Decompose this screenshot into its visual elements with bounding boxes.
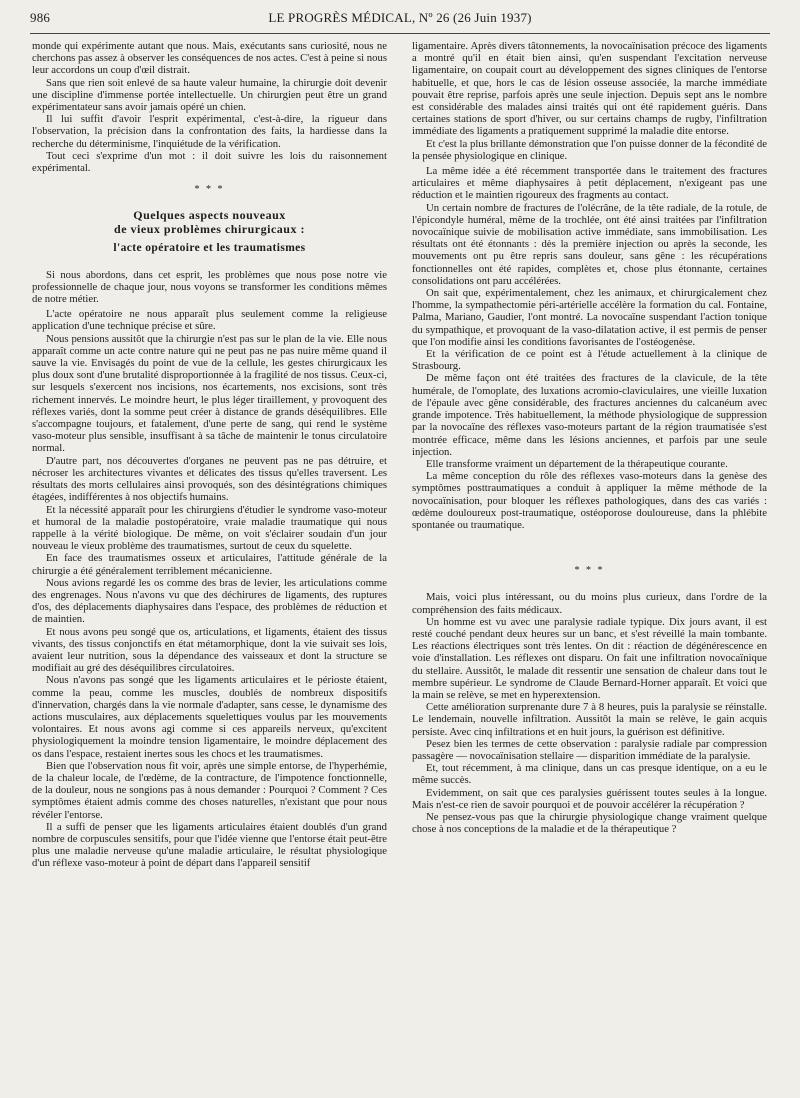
paragraph: L'acte opératoire ne nous apparaît plus seulement comme la religieuse application d'une technique précise et sûre. <box>32 308 387 333</box>
paragraph: monde qui expérimente autant que nous. Mais, exécutants sans curiosité, nous ne cherchons pas assez à observer les conséquences de nos actes. C'est à peine si nous leur accordons un coup d'œil distrait. <box>32 40 387 77</box>
header-rule <box>30 33 770 34</box>
journal-title: LE PROGRÈS MÉDICAL, Nº 26 (26 Juin 1937) <box>268 10 532 25</box>
paragraph: Elle transforme vraiment un département de la thérapeutique courante. <box>426 457 728 470</box>
paragraph: Un homme est vu avec une paralysie radiale typique. Dix jours avant, il est resté couché pendant deux heures sur un banc, et s'est réveillé la main tombante. Les réactions électriques sont très lentes. On dit : réaction de dégénérescence en voie d'installation. Les réflexes ont disparu. On fait une infiltration novocaïnique du stellaire. Aussitôt, le malade dit ressentir une sensation de chaleur dans tout le membre supérieur. Le syndrome de Claude Bernard-Horner apparaît. Et voici que la main se relève, se met en hyperextension. <box>412 615 767 701</box>
paragraph: Nous avions regardé les os comme des bras de levier, les articulations comme des engrenages. Nous n'avons vu que des déchirures de ligaments, des ruptures d'os, des déplacements diaphysaires dans l'espace, des problèmes de réduction et de maintien. <box>32 576 387 626</box>
paragraph: Et la nécessité apparaît pour les chirurgiens d'étudier le syndrome vaso-moteur et humoral de la maladie postopératoire, vraie maladie traumatique qui nous rappelle à la vérité biologique. De même, on voit s'éclairer soudain d'un jour nouveau le vieux problème des traumatismes, surtout de ceux du squelette. <box>32 503 387 553</box>
paragraph: Et c'est la plus brillante démonstration que l'on puisse donner de la fécondité de la pensée physiologique en clinique. <box>412 137 767 162</box>
right-column <box>412 40 767 835</box>
paragraph: De même façon ont été traitées des fractures de la clavicule, de la tête humérale, de l'omoplate, des luxations acromio-claviculaires, une vieille luxation de l'épaule avec gêne considérable, des fractures anciennes du calcanéum avec grande impotence. Très habituellement, la méthode physiologique de suppression par la novocaïne des réflexes vaso-moteurs partant de la région traumatisée s'est montrée efficace, même dans les lésions anciennes, et parfois par une seule injection. <box>412 372 767 458</box>
paragraph: Et nous avons peu songé que os, articulations, et ligaments, étaient des tissus vivants, des tissus conjonctifs en état métamorphique, dont la vie suivait ses lois, avaient leur nutrition, sous la dépendance des vaisseaux et dont la structure se modifiait au gré des déséquilibres circulatoires. <box>32 625 387 675</box>
paragraph: ligamentaire. Après divers tâtonnements, la novocaïnisation précoce des ligaments a montré qu'il en était bien ainsi, qu'en suspendant l'excitation nerveuse ligamentaire, on coupait court au développement des signes cliniques de l'entorse habituelle, et que, hors le cas de lésion osseuse associée, la marche immédiate pouvait être reprise, parfois après une seule injection. Depuis sept ans le nombre est considérable des malades ainsi traités qui ont été rapidement guéris. Dans certaines stations de sport d'hiver, ou sur certains champs de rugby, l'infiltration immédiate des ligaments a pratiquement supprimé la maladie dite entorse. <box>412 40 767 138</box>
paragraph: Bien que l'observation nous fit voir, après une simple entorse, de l'hyperhémie, de la chaleur locale, de l'œdème, de la contracture, de l'impotence fonctionnelle, de la douleur, nous ne songions pas à nous demander : Pourquoi ? Comment ? Ces symptômes étaient admis comme des choses naturelles, n'existant que pour nous révéler l'entorse. <box>32 759 387 821</box>
left-column <box>32 40 387 870</box>
paragraph: Si nous abordons, dans cet esprit, les problèmes que nous pose notre vie professionnelle de chaque jour, nous voyons se transformer les conditions mêmes de notre métier. <box>32 268 387 306</box>
running-header <box>30 10 770 32</box>
paragraph: Un certain nombre de fractures de l'olécrâne, de la tête radiale, de la rotule, de l'épicondyle huméral, même de la trochlée, ont été ainsi traitées par l'infiltration novocaïnique suivie de mobilisation active immédiate, sans immobilisation. Les résultats ont été étonnants : dès la première injection ou après la seconde, les mouvements ont pu être repris sans douleur, sans gêne : les récupérations fonctionnelles ont été rapides, complètes et, chose plus étonnante, certaines consolidations ont paru accélérées. <box>412 201 767 287</box>
paragraph: Il lui suffit d'avoir l'esprit expérimental, c'est-à-dire, la rigueur dans l'observation, la précision dans la confrontation des faits, la hardiesse dans la recherche du déterminisme, l'inquiétude de la vérification. <box>32 113 387 150</box>
paragraph: Il a suffi de penser que les ligaments articulaires étaient doublés d'un grand nombre de corpuscules sensitifs, pour que l'idée vienne que l'entorse était peut-être plus une maladie nerveuse qu'une maladie articulaire, le résultat physiologique d'un réflexe vaso-moteur à point de départ dans l'appareil sensitif <box>32 820 387 870</box>
paragraph: Nous n'avons pas songé que les ligaments articulaires et le périoste étaient, comme la peau, comme les muscles, doublés de nombreux dispositifs d'innervation, chargés dans la vie normale d'adapter, sans cesse, le dynamisme des actions musculaires, aux déplacements squelettiques voulus par les mouvements volontaires. Et nous avons agi comme si ces appareils nerveux, qu'excitent physiologiquement la moindre tension ligamentaire, le moindre déplacement des os dans l'espace, restaient inertes sous les chocs et les traumatismes. <box>32 674 387 760</box>
paragraph: Et, tout récemment, à ma clinique, dans un cas presque identique, on a eu le même succès. <box>412 762 767 787</box>
section-separator: * * * <box>194 184 225 196</box>
paragraph: On sait que, expérimentalement, chez les animaux, et chirurgicalement chez l'homme, la sympathectomie péri-artérielle accélère la formation du cal. Fontaine, Palma, Mariano, Gaudier, l'ont montré. La novocaïne suspendant l'action tonique du sympathique, et provoquant de la vaso-dilatation active, il est permis de penser que l'on modifie ainsi les conditions favorisantes de l'ostéogenèse. <box>412 287 767 348</box>
paragraph: Evidemment, on sait que ces paralysies guérissent toutes seules à la longue. Mais n'est-ce rien de savoir pourquoi et de pouvoir accélérer la récupération ? <box>412 786 767 811</box>
paragraph: La même idée a été récemment transportée dans le traitement des fractures articulaires et même diaphysaires à petit déplacement, n'exigeant pas une réduction et le maintien rigoureux des fragments au contact. <box>412 165 767 202</box>
page-number: 986 <box>30 10 51 25</box>
paragraph: La même conception du rôle des réflexes vaso-moteurs dans la genèse des symptômes posttraumatiques a conduit à appliquer la même méthode de la novocaïnisation, pour bloquer les réflexes pathologiques, dans des cas variés : œdème douloureux post-traumatique, ostéoporose douloureuse, dans la phlébite spontanée ou traumatique. <box>412 470 767 531</box>
paragraph: Mais, voici plus intéressant, ou du moins plus curieux, dans l'ordre de la compréhension des faits médicaux. <box>412 591 767 616</box>
paragraph: Ne pensez-vous pas que la chirurgie physiologique change vraiment quelque chose à nos conceptions de la maladie et de la thérapeutique ? <box>412 810 767 836</box>
section-heading: Quelques aspects nouveaux <box>133 208 286 223</box>
section-heading: de vieux problèmes chirurgicaux : <box>114 222 305 237</box>
section-separator: * * * <box>574 565 605 577</box>
paragraph: En face des traumatismes osseux et articulaires, l'attitude générale de la chirurgie a été généralement terriblement mécanicienne. <box>32 552 387 577</box>
paragraph: D'autre part, nos découvertes d'organes ne peuvent pas ne pas détruire, et nécroser les architectures vivantes et délicates des tissus qu'elles traversent. Les résultats des morts cellulaires ainsi provoqués, son des désintégrations chimiques étagées, indifférentes à nos objectifs humains. <box>32 454 387 504</box>
section-subheading: l'acte opératoire et les traumatismes <box>113 242 306 255</box>
paragraph: Tout ceci s'exprime d'un mot : il doit suivre les lois du raisonnement expérimental. <box>32 149 387 175</box>
paragraph: Sans que rien soit enlevé de sa haute valeur humaine, la chirurgie doit devenir une discipline d'immense portée intellectuelle. Un chirurgien peut être un grand expérimentateur sans avoir jamais opéré un chien. <box>32 76 387 114</box>
paragraph: Cette amélioration surprenante dure 7 à 8 heures, puis la paralysie se réinstalle. Le lendemain, nouvelle infiltration. Aussitôt la main se relève, le gain acquis persiste. Avec cinq infiltrations et en huit jours, la guérison est définitive. <box>412 701 767 738</box>
paragraph: Et la vérification de ce point est à l'étude actuellement à la clinique de Strasbourg. <box>412 348 767 373</box>
paragraph: Pesez bien les termes de cette observation : paralysie radiale par compression passagère — novocaïnisation stellaire — disparition immédiate de la paralysie. <box>412 737 767 762</box>
paragraph: Nous pensions aussitôt que la chirurgie n'est pas sur le plan de la vie. Elle nous apparaît comme un acte contre nature qui ne peut pas ne pas nuire même quand il sauve la vie. Envisagés du point de vue de la cellule, les gestes chirurgicaux les plus doux sont d'une brutalité disproportionnée à la fragilité de nos tissus. Ceux-ci, sur lesquels s'exercent nos incisions, nos écartements, nos excisions, sont très richement innervés. Le moindre heurt, le plus léger tiraillement, y provoquent des réflexes variés, dont la somme peut créer à distance de grands déséquilibres. Elle s'accompagne toujours, et fatalement, d'une perte de sang, qui rend le système vaso-moteur plus sensible, insuffisant à sa tâche de maintenir le tonus circulatoire normal. <box>32 332 387 455</box>
